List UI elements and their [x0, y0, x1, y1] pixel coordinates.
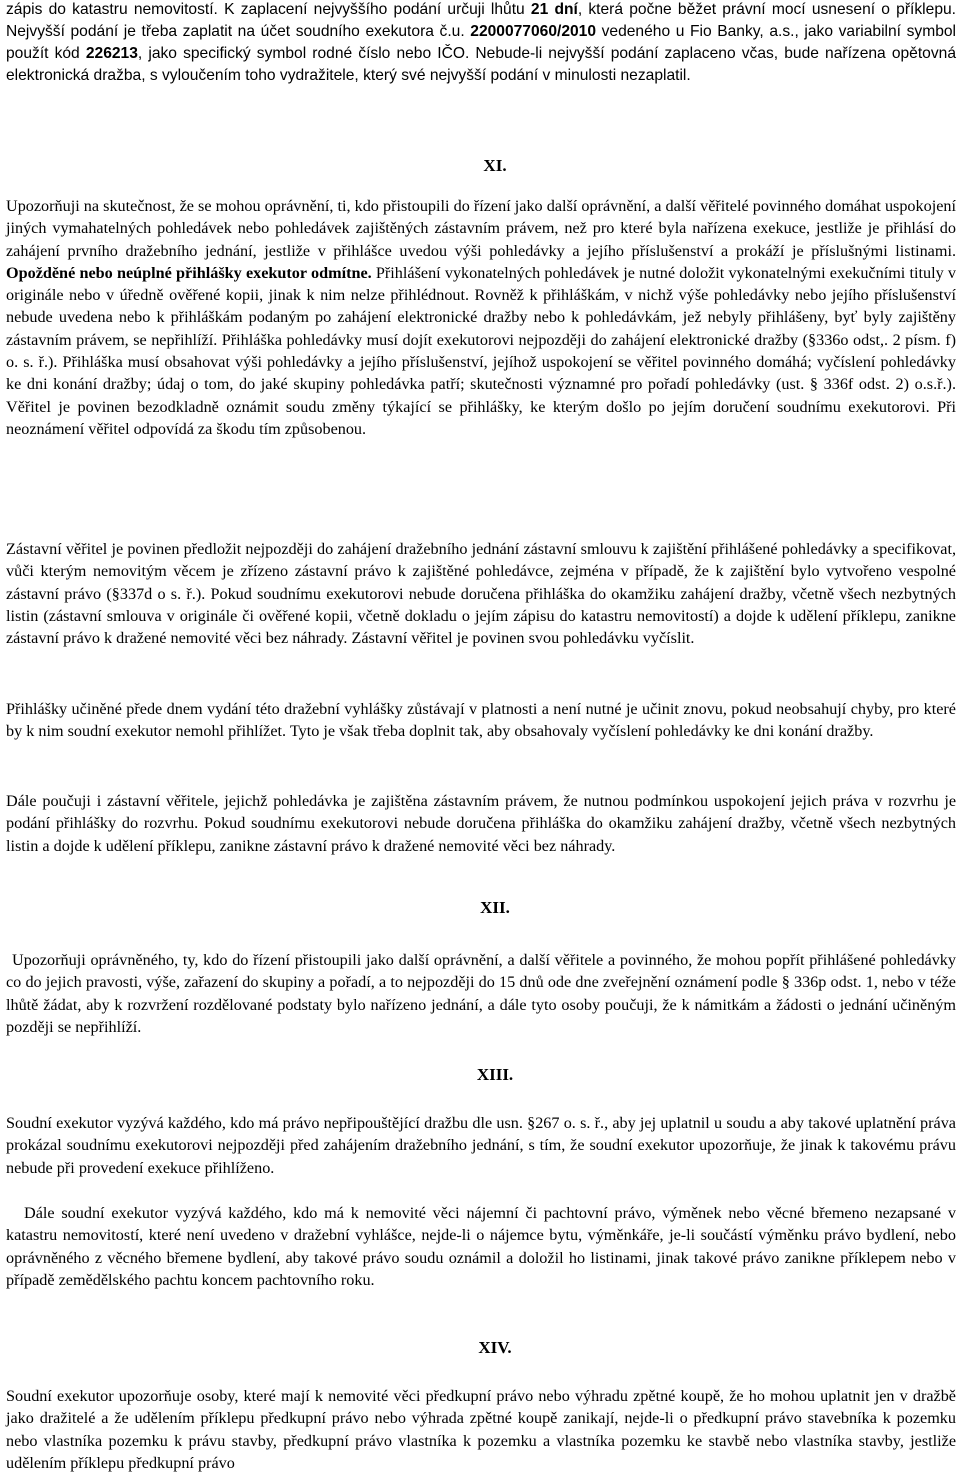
paragraph-xiii-1: Soudní exekutor vyzývá každého, kdo má právo nepřipouštějící dražbu dle usn. §267 o. s. ř., aby jej uplatnil u soudu a aby takové uplatnění práva prokázal soudnímu exekutorovi nejpozději před zahájením dražebního jednání, s tím, že soudní exekutor upozorňuje, že jinak k takovému právu nebude při provedení exekuce přihlíženo. [6, 1114, 956, 1177]
paragraph-xi-1 [6, 195, 956, 440]
paragraph-xi-4: Dále poučuji i zástavní věřitele, jejichž pohledávka je zajištěna zástavním právem, že nutnou podmínkou uspokojení jejich práva v rozvrhu je podání přihlášky do rozvrhu. Pokud soudnímu exekutorovi nebude doručena přihláška do okamžiku zahájení dražby, včetně všech nezbytných listin a dojde k udělení příklepu, zanikne zástavní právo k dražené nemovité věci bez náhrady. [6, 792, 956, 855]
paragraph-xiv-1: Soudní exekutor upozorňuje osoby, které mají k nemovité věci předkupní právo nebo výhradu zpětné koupě, že ho mohou uplatnit jen v dražbě jako dražitelé a že udělením příklepu předkupní právo nebo výhrada zpětné koupě zanikají, nejde-li o předkupní právo stavebníka k pozemku nebo vlastníka pozemku k právu stavby, předkupní právo vlastníka k pozemku a vlastníka pozemku ke stavbě nebo vlastníka stavby, jestliže udělením příklepu předkupní právo [6, 1387, 956, 1472]
text-run: Upozorňuji na skutečnost, že se mohou oprávnění, ti, kdo přistoupili do řízení jako další oprávnění, a další věřitelé povinného domáhat uspokojení jiných vymahatelných pohledávek nebo pohledávek zajištěných zástavním právem, než pro které byla nařízena exekuce, jestliže je přihlásí do zahájení prvního dražebního jednání, jestliže v přihlášce uvedou výši pohledávky a jejího příslušenství a prokáží je příslušnými listinami. [6, 197, 956, 260]
variable-symbol: 226213 [85, 45, 138, 62]
text-run: Přihlášení vykonatelných pohledávek je nutné doložit vykonatelnými exekučními tituly v originále nebo v úředně ověřené kopii, jinak k nim nelze přihlédnout. Rovněž k přihláškám, v nichž výše pohledávky nebo jejího příslušenství nebude uvedena nebo k přihláškám podaným po zahájení elektronické dražby nebo k pohledávkám, jež nebyly přihlášeny, byť byly zajištěny zástavním právem, se nepřihlíží. Přihláška pohledávky musí dojít exekutorovi nejpozději do zahájení elektronické dražby (§336o odst,. 2 písm. f) o. s. ř.). Přihláška musí obsahovat výši pohledávky a jejího příslušenství, jejíhož uspokojení se věřitel povinného domáhá; vyčíslení pohledávky ke dni konání dražby; údaj o tom, do jaké skupiny pohledávka patří; skutečnosti významné pro pořadí pohledávky (ust. § 336f odst. 2) o.s.ř.). Věřitel je povinen bezodkladně oznámit soudu změny týkající se přihlášky, ke kterým došlo po jejím doručení soudnímu exekutorovi. Při neoznámení věřitel odpovídá za škodu tím způsobenou. [6, 263, 956, 438]
section-heading-xiii: XIII. [476, 1065, 514, 1084]
late-claims-warning: Opožděné nebo neúplné přihlášky exekutor odmítne. [6, 263, 372, 282]
paragraph-xiii-2: Dále soudní exekutor vyzývá každého, kdo má k nemovité věci nájemní či pachtovní právo, výměnek nebo věcné břemeno nezapsané v katastru nemovitostí, které není uvedeno v dražební vyhlášce, nejde-li o nájemce bytu, výměnkáře, je-li součástí výměnku právo bydlení, nebo oprávněného z věcného břemene bydlení, aby takové právo soudu oznámil a doložil ho listinami, jinak takové právo zanikne příklepem nebo v případě zemědělského pachtu koncem pachtovního roku. [6, 1204, 956, 1289]
paragraph-payment-terms [6, 0, 956, 87]
paragraph-xi-3: Přihlášky učiněné přede dnem vydání této dražební vyhlášky zůstávají v platnosti a není nutné je učinit znovu, pokud neobsahují chyby, pro které by k nim soudní exekutor nemohl přihlížet. Tyto je však třeba doplnit tak, aby obsahovaly vyčíslení pohledávky ke dni konání dražby. [6, 700, 956, 741]
section-heading-xii: XII. [480, 898, 510, 917]
section-heading-xiv: XIV. [478, 1338, 512, 1357]
paragraph-xi-2: Zástavní věřitel je povinen předložit nejpozději do zahájení dražebního jednání zástavní smlouvu k zajištění přihlášené pohledávky a specifikovat, vůči kterým nemovitým věcem je zřízeno zástavní právo k zajištěné pohledávce, zejména v případě, že k zajištění bylo vytvořeno vespolné zástavní právo (§337d o s. ř.). Pokud soudnímu exekutorovi nebude doručena přihláška do okamžiku zahájení dražby, včetně všech nezbytných listin (zástavní smlouva v originále či ověřené kopii, včetně dokladu o jejím zápisu do katastru nemovitostí) a dojde k udělení příklepu, zanikne zástavní právo k dražené nemovité věci bez náhrady. Zástavní věřitel je povinen svou pohledávku vyčíslit. [6, 540, 956, 648]
text-run: , která počne běžet právní mocí usnesení o příklepu. Nejvyšší podání je třeba zaplatit na účet soudního exekutora č.u. [6, 1, 956, 40]
text-run: zápis do katastru nemovitostí. K zaplacení nejvyššího podání určuji lhůtu [6, 1, 531, 18]
section-heading-xi: XI. [483, 156, 507, 175]
text-run: , jako specifický symbol rodné číslo nebo IČO. Nebude-li nejvyšší podání zaplaceno včas, bude nařízena opětovná elektronická dražba, s vyloučením toho vydražitele, který své nejvyšší podání v minulosti nezaplatil. [6, 45, 956, 84]
payment-deadline: 21 dní [530, 1, 578, 18]
text-run: vedeného u Fio Banky, a.s., jako variabilní symbol použít kód [6, 23, 957, 62]
bank-account-number: 2200077060/2010 [470, 23, 597, 40]
paragraph-xii-1: Upozorňuji oprávněného, ty, kdo do řízení přistoupili jako další oprávnění, a další věřitele a povinného, že mohou popřít přihlášené pohledávky co do jejich pravosti, výše, zařazení do skupiny a pořadí, a to nejpozději do 15 dnů ode dne zveřejnění oznámení podle § 336p odst. 1, nebo v téže lhůtě žádat, aby k rozvržení rozdělované podstaty bylo nařízeno jednání, a dále tyto osoby poučuji, že k námitkám a žádosti o jednání učiněným později se nepřihlíží. [6, 951, 956, 1036]
